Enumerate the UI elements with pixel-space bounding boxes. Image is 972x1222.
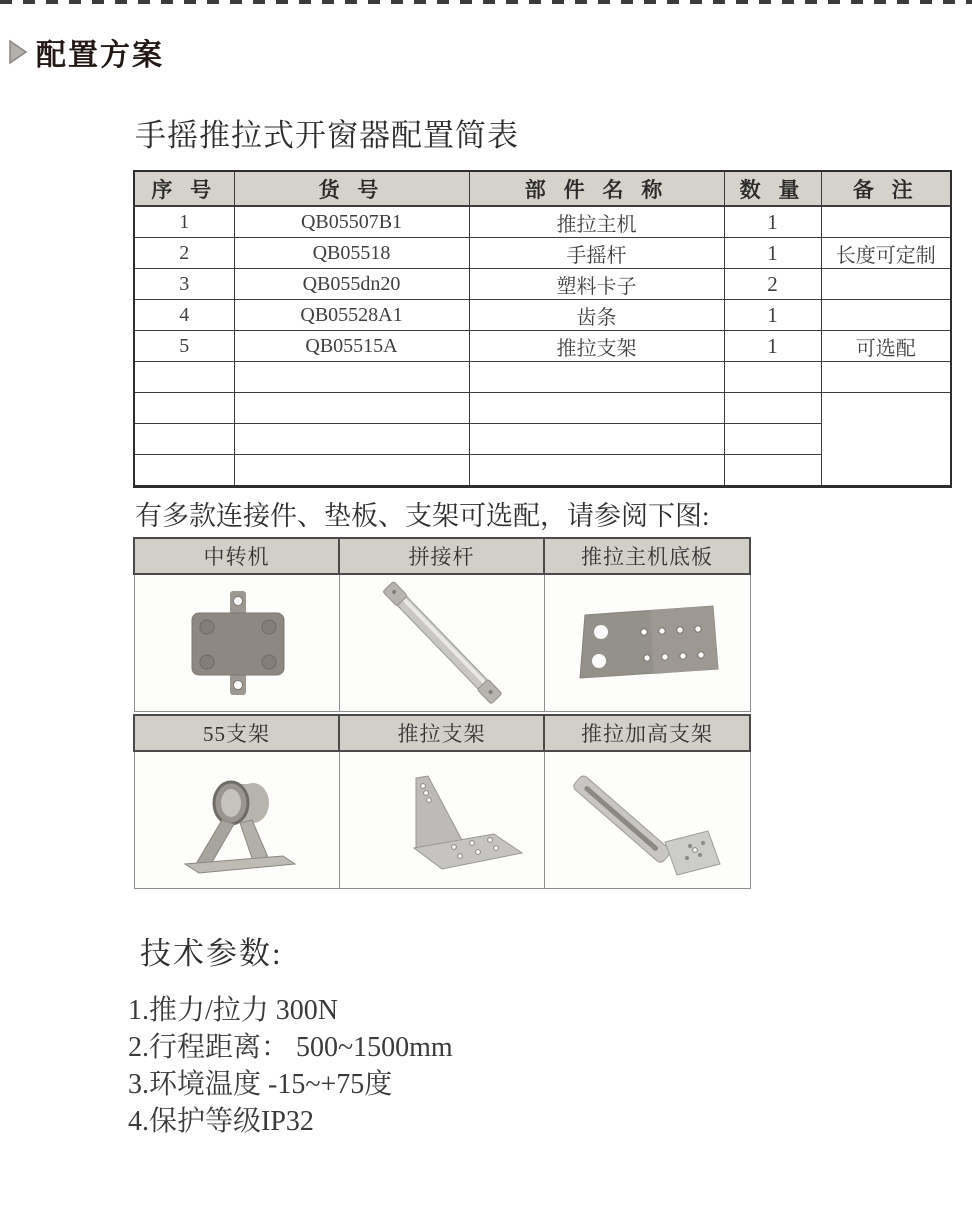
right-triangle-icon xyxy=(8,39,28,65)
acc-label-55-bracket: 55支架 xyxy=(134,715,339,751)
table-title: 手摇推拉式开窗器配置简表 xyxy=(135,118,519,153)
table-row-empty xyxy=(134,362,951,393)
cell-qty: 1 xyxy=(724,300,821,331)
merged-remark-cell xyxy=(821,393,951,487)
cell-qty: 1 xyxy=(724,206,821,238)
cell-index: 4 xyxy=(134,300,234,331)
accessory-grid-1 xyxy=(133,537,751,712)
cell-part-name: 推拉主机 xyxy=(469,206,724,238)
cell-qty: 2 xyxy=(724,269,821,300)
col-header-qty: 数 量 xyxy=(724,171,821,206)
spec-item-protection: 4.保护等级IP32 xyxy=(128,1106,314,1137)
section-title: 配置方案 xyxy=(36,39,164,72)
col-header-remark: 备 注 xyxy=(821,171,951,206)
cell-remark xyxy=(821,300,951,331)
cell-index: 5 xyxy=(134,331,234,362)
splice-rod-image xyxy=(342,577,542,709)
cell-qty: 1 xyxy=(724,238,821,269)
parts-table-header-row xyxy=(134,171,951,206)
cell-part-name: 齿条 xyxy=(469,300,724,331)
cell-qty: 1 xyxy=(724,331,821,362)
accessories-note: 有多款连接件、垫板、支架可选配，请参阅下图: xyxy=(135,501,710,531)
col-header-part-name: 部 件 名 称 xyxy=(469,171,724,206)
cell-index: 1 xyxy=(134,206,234,238)
page-edge-dashes xyxy=(0,0,972,4)
table-row-empty xyxy=(134,393,951,424)
acc-label-transfer-unit: 中转机 xyxy=(134,538,339,574)
transfer-unit-image xyxy=(137,577,337,709)
cell-item-no: QB055dn20 xyxy=(234,269,469,300)
cell-index: 3 xyxy=(134,269,234,300)
spec-item-temperature: 3.环境温度 -15~+75度 xyxy=(128,1069,393,1100)
acc-label-base-plate: 推拉主机底板 xyxy=(544,538,750,574)
cell-index: 2 xyxy=(134,238,234,269)
specs-title: 技术参数: xyxy=(140,936,283,971)
acc-label-push-pull-bracket: 推拉支架 xyxy=(339,715,544,751)
55-bracket-image xyxy=(137,754,337,886)
cell-remark: 可选配 xyxy=(821,331,951,362)
cell-item-no: QB05515A xyxy=(234,331,469,362)
cell-part-name: 手摇杆 xyxy=(469,238,724,269)
cell-item-no: QB05518 xyxy=(234,238,469,269)
table-row xyxy=(134,206,951,238)
parts-table xyxy=(133,170,952,488)
table-row xyxy=(134,331,951,362)
cell-remark xyxy=(821,206,951,238)
push-pull-raised-bracket-image xyxy=(547,754,747,886)
table-row xyxy=(134,238,951,269)
cell-item-no: QB05507B1 xyxy=(234,206,469,238)
main-unit-base-plate-image xyxy=(547,577,747,709)
col-header-index: 序 号 xyxy=(134,171,234,206)
cell-remark: 长度可定制 xyxy=(821,238,951,269)
spec-item-thrust: 1.推力/拉力 300N xyxy=(128,995,339,1026)
acc-label-splice-rod: 拼接杆 xyxy=(339,538,544,574)
cell-remark xyxy=(821,269,951,300)
table-row xyxy=(134,300,951,331)
table-row xyxy=(134,269,951,300)
accessory-grid-2 xyxy=(133,714,751,889)
cell-part-name: 塑料卡子 xyxy=(469,269,724,300)
section-header xyxy=(8,30,164,74)
acc-label-raised-bracket: 推拉加高支架 xyxy=(544,715,750,751)
specs-list xyxy=(128,992,453,1140)
spec-item-travel: 2.行程距离： 500~1500mm xyxy=(128,1032,453,1063)
push-pull-bracket-image xyxy=(342,754,542,886)
cell-part-name: 推拉支架 xyxy=(469,331,724,362)
col-header-item-no: 货 号 xyxy=(234,171,469,206)
cell-item-no: QB05528A1 xyxy=(234,300,469,331)
